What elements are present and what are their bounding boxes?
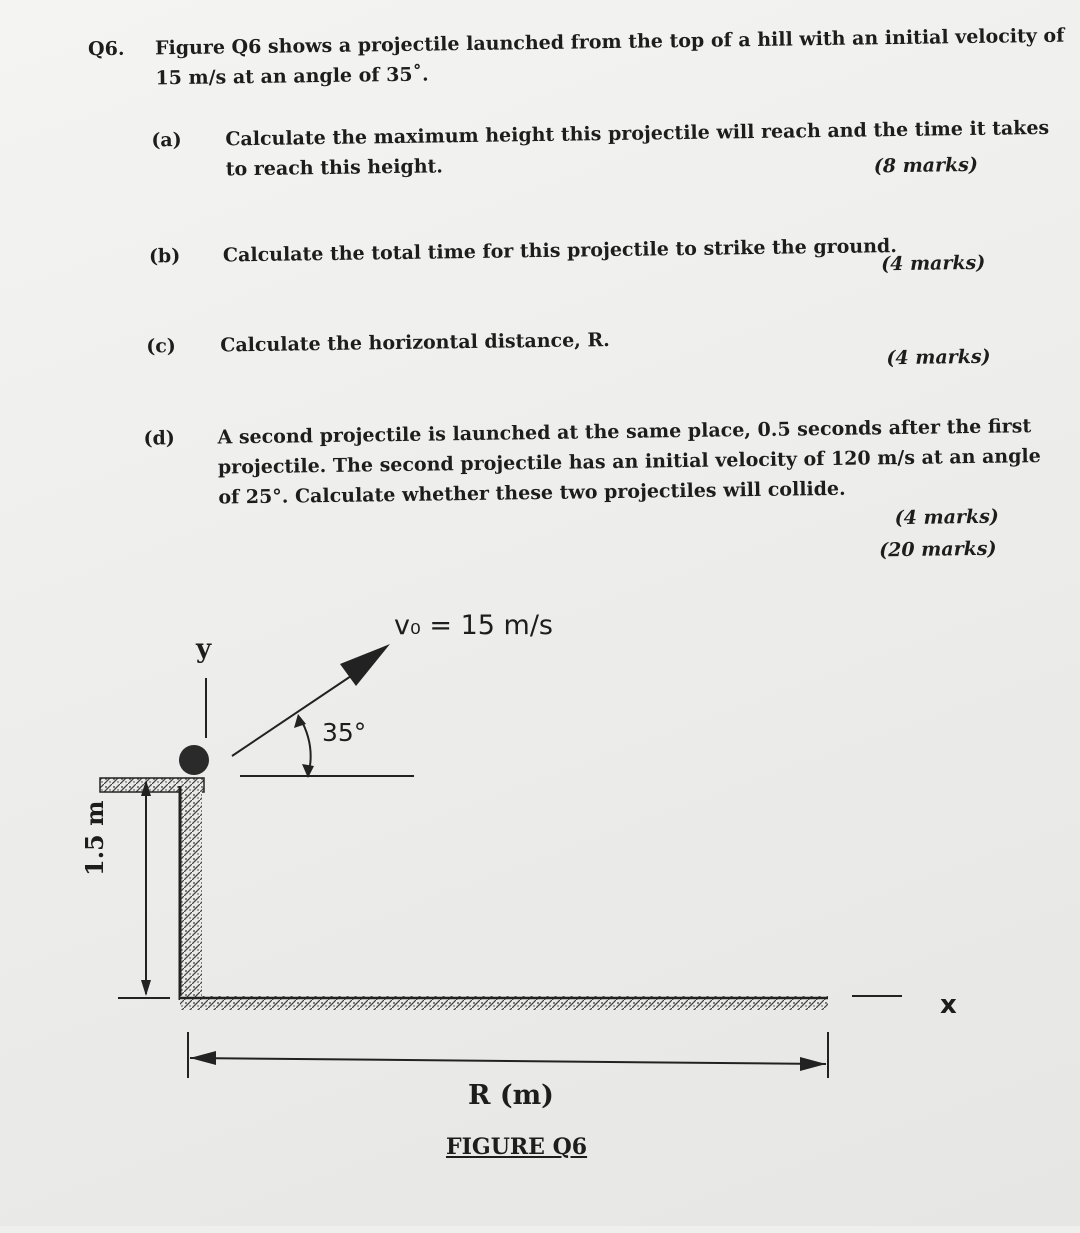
part-b-marks: (4 marks) <box>881 251 986 276</box>
height-arrow-bottom <box>141 980 151 996</box>
height-label: 1.5 m <box>80 800 109 876</box>
part-a-text-line-1: Calculate the maximum height this projectile will reach and the time it takes <box>225 116 1050 151</box>
range-dimension-line <box>190 1058 826 1064</box>
question-intro-line-1: Figure Q6 shows a projectile launched from the top of a hill with an initial velocity of <box>154 24 1065 60</box>
cliff-wall <box>180 786 202 1000</box>
angle-label: 35° <box>322 718 367 747</box>
part-c-marks: (4 marks) <box>886 345 991 370</box>
part-d-text-line-3: of 25°. Calculate whether these two projectiles will collide. <box>218 477 846 509</box>
range-arrow-left <box>190 1051 216 1065</box>
part-a-marks: (8 marks) <box>873 153 979 178</box>
range-label: R (m) <box>468 1080 554 1111</box>
projectile-ball <box>179 745 209 775</box>
part-c-text-line-1: Calculate the horizontal distance, R. <box>220 329 610 357</box>
question-number: Q6. <box>87 37 125 61</box>
part-d-text-line-1: A second projectile is launched at the same place, 0.5 seconds after the first <box>217 415 1032 449</box>
y-axis-label: y <box>196 634 212 664</box>
part-d-label: (d) <box>143 427 175 450</box>
part-a-text-line-2: to reach this height. <box>225 155 444 181</box>
total-marks: (20 marks) <box>879 537 997 562</box>
figure-caption: FIGURE Q6 <box>446 1134 588 1160</box>
figure-q6-drawing <box>0 600 1080 1226</box>
question-intro-line-2: 15 m/s at an angle of 35˚. <box>155 63 429 90</box>
part-d-marks: (4 marks) <box>894 505 999 530</box>
part-a-label: (a) <box>151 129 182 152</box>
part-b-text-line-1: Calculate the total time for this projectile to strike the ground. <box>222 235 898 267</box>
part-d-text-line-2: projectile. The second projectile has an initial velocity of 120 m/s at an angle <box>217 445 1041 479</box>
range-arrow-right <box>800 1057 826 1071</box>
velocity-label: v₀ = 15 m/s <box>394 610 553 641</box>
velocity-arrow-head <box>340 644 390 686</box>
figure-q6 <box>0 600 1080 1226</box>
x-axis-label: x <box>940 990 957 1020</box>
part-b-label: (b) <box>148 245 181 268</box>
part-c-label: (c) <box>146 335 176 358</box>
